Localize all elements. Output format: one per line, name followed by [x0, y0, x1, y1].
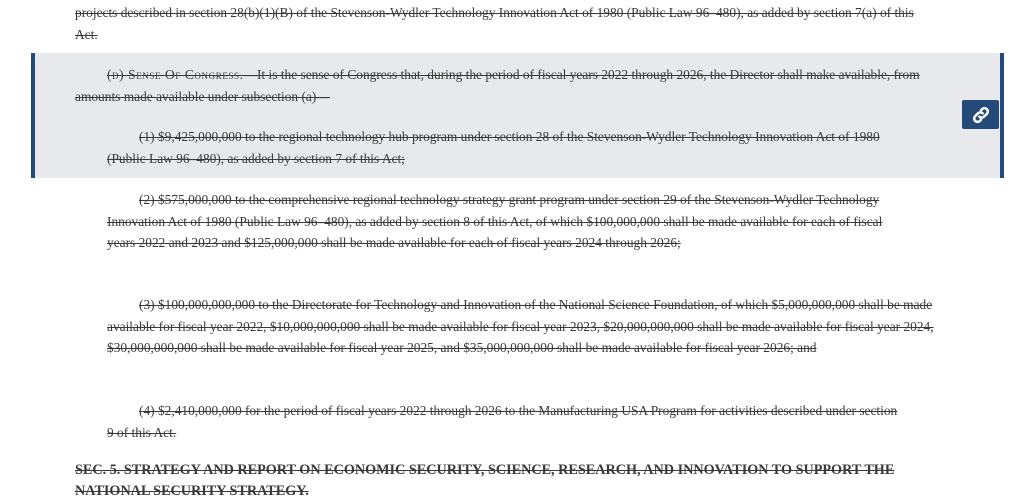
sense-of-congress-label: (d) Sense Of Congress.: [107, 67, 244, 82]
list-item-3: (3) $100,000,000,000 to the Directorate for Technology and Innovation of the National Science Foundation, of which $5,000,000,000 shall be made available for fiscal year 2022, $10,000,000,000 shall be made available for fiscal year 2023, $20,000,000,000 shall be made available for fiscal year 2024, $30,000,000,000 shall be made available for fiscal year 2025, and $35,000,000,000 shall be made available for fiscal year 2026; and: [107, 297, 934, 355]
list-item-2: (2) $575,000,000 to the comprehensive regional technology strategy grant program under section 29 of the Stevenson-Wydler Technology Innovation Act of 1980 (Public Law 96–480), as added by section 8 of this Act, of which $100,000,000 shall be made available for each of fiscal years 2022 and 2023 and $125,000,000 shall be made available for each of fiscal years 2024 through 2026;: [107, 192, 883, 250]
sense-of-congress-paragraph: [75, 64, 945, 107]
continuation-paragraph: projects described in section 28(b)(1)(B) of the Stevenson-Wydler Technology Innovation Act of 1980 (Public Law 96–480), as added by section 7(a) of this Act.: [75, 5, 914, 42]
permalink-button[interactable]: [962, 100, 999, 129]
section-heading: SEC. 5. STRATEGY AND REPORT ON ECONOMIC SECURITY, SCIENCE, RESEARCH, AND INNOVATION TO SUPPORT THE NATIONAL SECURITY STRATEGY.: [75, 462, 895, 499]
list-item-1: (1) $9,425,000,000 to the regional technology hub program under section 28 of the Stevenson-Wydler Technology Innovation Act of 1980 (Public Law 96–480), as added by section 7 of this Act;: [107, 129, 880, 166]
list-item-4: (4) $2,410,000,000 for the period of fiscal years 2022 through 2026 to the Manufacturing USA Program for activities described under section 9 of this Act.: [107, 403, 898, 440]
sense-of-congress-text: —It is the sense of Congress that, during the period of fiscal years 2022 through 2026, the Director shall make available, from amounts made available under subsection (a)—: [75, 67, 920, 104]
link-icon: [971, 105, 991, 125]
